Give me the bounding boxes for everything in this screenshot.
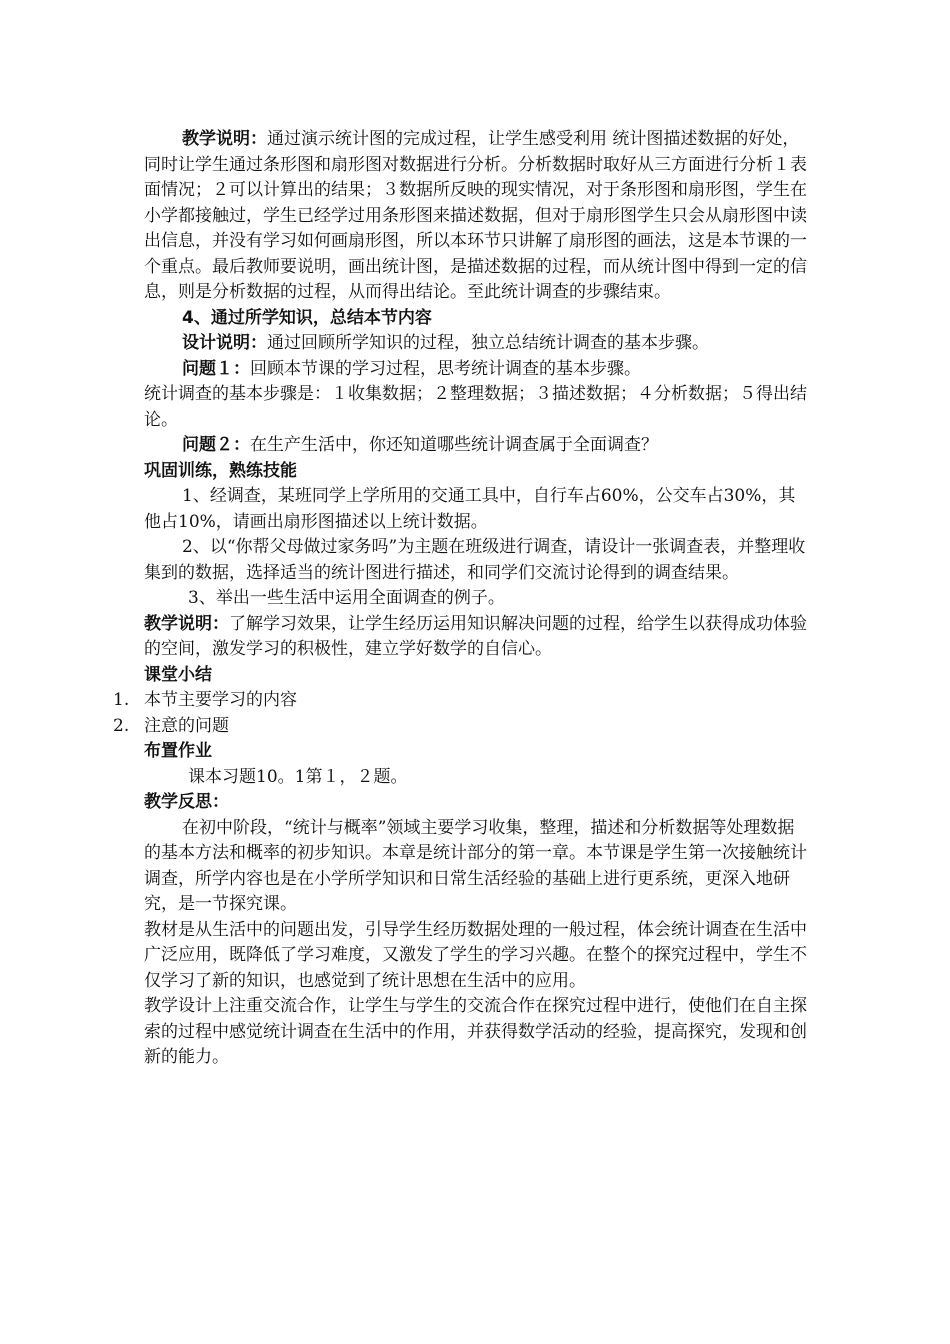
teaching-note-label: 教学说明： [182, 129, 267, 149]
summary-item-number: 1. [113, 690, 130, 710]
summary-item-1 [113, 688, 809, 714]
summary-item-number: 2. [113, 715, 130, 736]
exercise-1: 1、经调查，某班同学上学所用的交通工具中，自行车占60%，公交车占30%，其他占10%，请画出扇形图描述以上统计数据。 [144, 486, 796, 532]
teaching-note-label-2: 教学说明： [144, 613, 229, 634]
exercise-2: 2、以“你帮父母做过家务吗”为主题在班级进行调查，请设计一张调查表，并整理收集到的数据，选择适当的统计图进行描述，和同学们交流讨论得到的调查结果。 [144, 537, 806, 583]
question-1-label: 问题１： [182, 358, 250, 379]
survey-steps: 统计调查的基本步骤是：１收集数据；２整理数据；３描述数据；４分析数据；５得出结论。 [144, 384, 807, 430]
summary-item-text: 注意的问题 [144, 715, 229, 736]
reflection-heading: 教学反思： [144, 792, 229, 812]
document-body [113, 127, 809, 1071]
summary-heading: 课堂小结 [144, 664, 212, 685]
homework-text: 课本习题10。1第１，２题。 [188, 766, 408, 787]
reflection-paragraph-2: 教材是从生活中的问题出发，引导学生经历数据处理的一般过程，体会统计调查在生活中广泛应用，既降低了学习难度，又激发了学生的学习兴趣。在整个的探究过程中，学生不仅学习了新的知识，也感觉到了统计思想在生活中的应用。 [144, 919, 807, 991]
question-2-label: 问题２： [182, 435, 250, 455]
practice-heading: 巩固训练，熟练技能 [144, 460, 297, 481]
question-2 [144, 433, 809, 459]
summary-item-2 [113, 714, 809, 740]
teaching-note-text: 通过演示统计图的完成过程，让学生感受利用 统计图描述数据的好处，同时让学生通过条形图和扇形图对数据进行分析。分析数据时取好从三方面进行分析１表面情况；２可以计算出的结果；３数据所反映的现实情况，对于条形图和扇形图，学生在小学都接触过，学生已经学过用条形图来描述数据，但对于扇形图学生只会从扇形图中读出信息，并没有学习如何画扇形图，所以本环节只讲解了扇形图的画法，这是本节课的一个重点。最后教师要说明，画出统计图，是描述数据的过程，而从统计图中得到一定的信息，则是分析数据的过程，从而得出结论。至此统计调查的步骤结束。 [144, 129, 807, 302]
question-1 [144, 357, 809, 383]
teaching-note-paragraph-1 [144, 127, 809, 306]
teaching-note-text-2: 了解学习效果，让学生经历运用知识解决问题的过程，给学生以获得成功体验的空间，激发学习的积极性，建立学好数学的自信心。 [144, 613, 807, 659]
teaching-note-paragraph-2 [144, 612, 809, 663]
question-2-text: 在生产生活中，你还知道哪些统计调查属于全面调查？ [250, 435, 658, 455]
reflection-paragraph-3: 教学设计上注重交流合作，让学生与学生的交流合作在探究过程中进行，使他们在自主探索的过程中感觉统计调查在生活中的作用，并获得数学活动的经验，提高探究，发现和创新的能力。 [144, 996, 807, 1067]
question-1-text: 回顾本节课的学习过程，思考统计调查的基本步骤。 [250, 358, 641, 379]
section-heading-4: 4、通过所学知识，总结本节内容 [182, 307, 432, 328]
design-note [144, 331, 809, 357]
homework-heading: 布置作业 [144, 741, 212, 761]
design-note-label: 设计说明： [182, 333, 267, 353]
summary-item-text: 本节主要学习的内容 [144, 690, 297, 710]
exercise-3: 3、举出一些生活中运用全面调查的例子。 [188, 588, 505, 608]
design-note-text: 通过回顾所学知识的过程，独立总结统计调查的基本步骤。 [267, 333, 709, 353]
reflection-paragraph-1: 在初中阶段，“统计与概率”领域主要学习收集，整理，描述和分析数据等处理数据的基本方法和概率的初步知识。本章是统计部分的第一章。本节课是学生第一次接触统计调查，所学内容也是在小学所学知识和日常生活经验的基础上进行更系统，更深入地研究，是一节探究课。 [144, 817, 807, 914]
